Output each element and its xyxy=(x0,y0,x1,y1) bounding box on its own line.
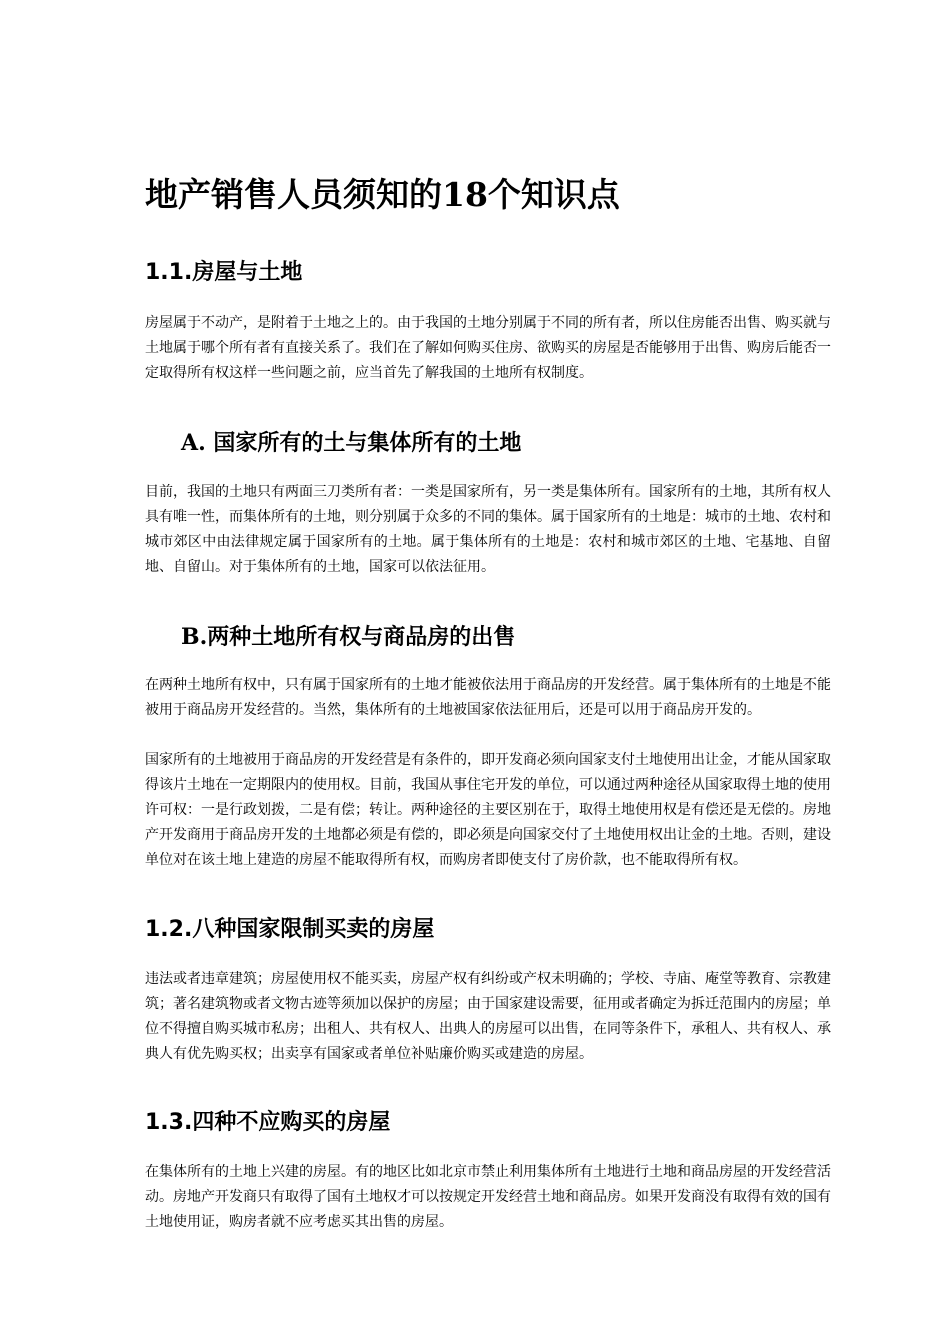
subsection-paragraph-b: 在两种土地所有权中，只有属于国家所有的土地才能被依法用于商品房的开发经营。属于集体所有的土地是不能被用于商品房开发经营的。当然，集体所有的土地被国家依法征用后，还是可以用于商品房开发的。 xyxy=(145,677,831,718)
subsection-heading-b: B.两种土地所有权与商品房的出售 xyxy=(181,624,516,650)
subsection-heading-a: A. 国家所有的土与集体所有的土地 xyxy=(181,430,522,456)
section-heading-1-1: 1.1.房屋与土地 xyxy=(145,260,303,285)
section-paragraph-1-3: 在集体所有的土地上兴建的房屋。有的地区比如北京市禁止利用集体所有土地进行土地和商品房屋的开发经营活动。房地产开发商只有取得了国有土地权才可以按规定开发经营土地和商品房。如果开发商没有取得有效的国有土地使用证，购房者就不应考虑买其出售的房屋。 xyxy=(145,1164,831,1230)
subsection-paragraph-a: 目前，我国的土地只有两面三刀类所有者：一类是国家所有，另一类是集体所有。国家所有的土地，其所有权人具有唯一性，而集体所有的土地，则分别属于众多的不同的集体。属于国家所有的土地是：城市的土地、农村和城市郊区中由法律规定属于国家所有的土地。属于集体所有的土地是：农村和城市郊区的土地、宅基地、自留地、自留山。对于集体所有的土地，国家可以依法征用。 xyxy=(145,484,831,575)
document-title: 地产销售人员须知的18个知识点 xyxy=(145,175,620,214)
section-heading-1-3: 1.3.四种不应购买的房屋 xyxy=(145,1110,391,1135)
section-paragraph-1-2: 违法或者违章建筑；房屋使用权不能买卖，房屋产权有纠纷或产权未明确的；学校、寺庙、庵堂等教育、宗教建筑；著名建筑物或者文物古迹等须加以保护的房屋；由于国家建设需要，征用或者确定为拆迁范围内的房屋；单位不得擅自购买城市私房；出租人、共有权人、出典人的房屋可以出售，在同等条件下，承租人、共有权人、承典人有优先购买权；出卖享有国家或者单位补贴廉价购买或建造的房屋。 xyxy=(145,971,831,1062)
subsection-paragraph-b-2: 国家所有的土地被用于商品房的开发经营是有条件的，即开发商必须向国家支付土地使用出让金，才能从国家取得该片土地在一定期限内的使用权。目前，我国从事住宅开发的单位，可以通过两种途径从国家取得土地的使用许可权：一是行政划拨，二是有偿；转让。两种途径的主要区别在于，取得土地使用权是有偿还是无偿的。房地产开发商用于商品房开发的土地都必须是有偿的，即必须是向国家交付了土地使用权出让金的土地。否则，建设单位对在该土地上建造的房屋不能取得所有权，而购房者即使支付了房价款，也不能取得所有权。 xyxy=(145,752,831,868)
section-heading-1-2: 1.2.八种国家限制买卖的房屋 xyxy=(145,917,435,942)
section-paragraph-1-1: 房屋属于不动产，是附着于土地之上的。由于我国的土地分别属于不同的所有者，所以住房能否出售、购买就与土地属于哪个所有者有直接关系了。我们在了解如何购买住房、欲购买的房屋是否能够用于出售、购房后能否一定取得所有权这样一些问题之前，应当首先了解我国的土地所有权制度。 xyxy=(145,315,831,381)
